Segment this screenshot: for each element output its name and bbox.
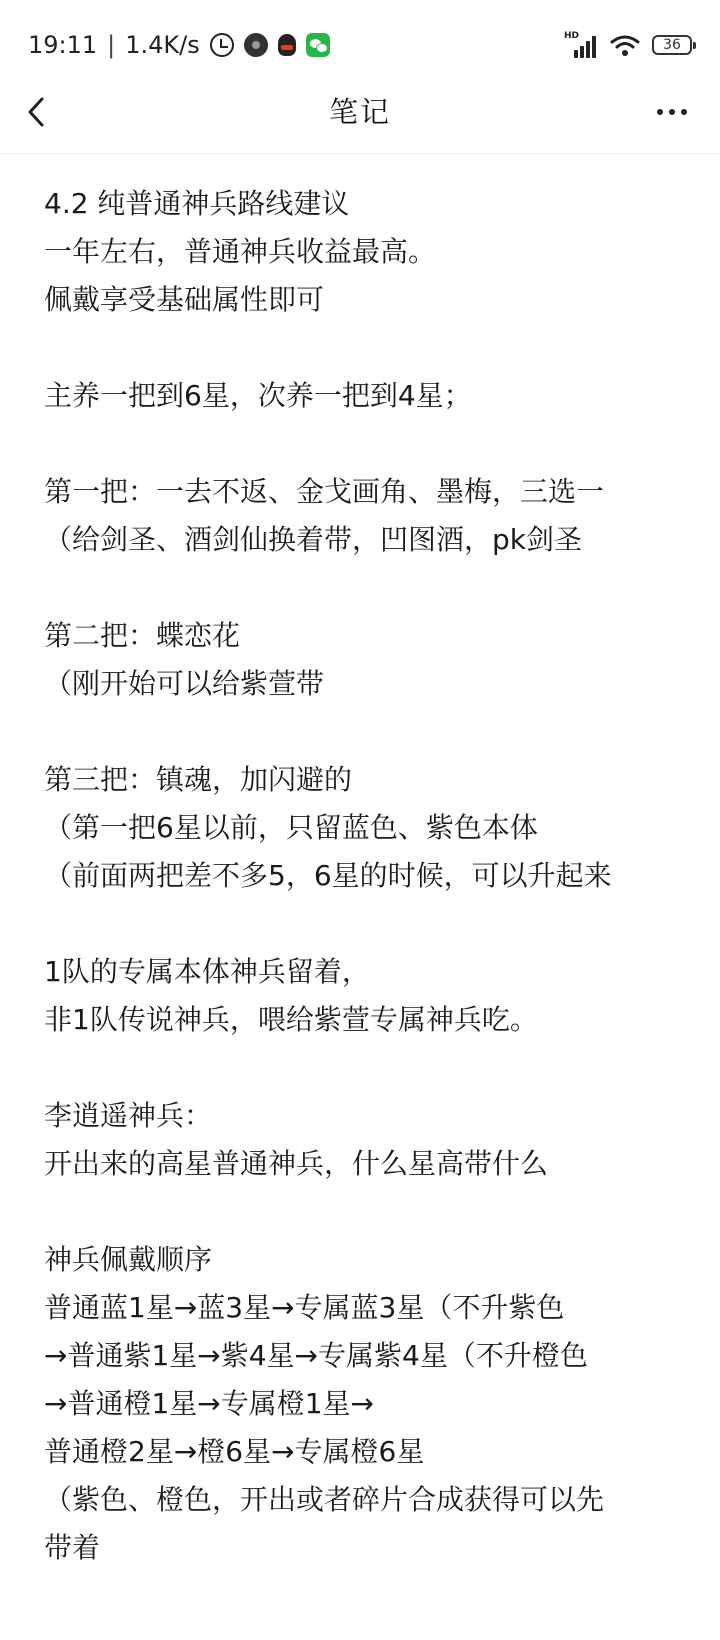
- note-line: （给剑圣、酒剑仙换着带，凹图酒，pk剑圣: [44, 523, 582, 556]
- status-left: [28, 28, 330, 62]
- signal-hd-label: HD: [564, 31, 580, 41]
- battery-icon: [652, 35, 692, 55]
- wifi-icon: [610, 33, 640, 57]
- status-separator: |: [107, 31, 116, 59]
- dot-icon: [244, 33, 268, 57]
- more-horizontal-icon: [657, 109, 663, 115]
- status-right: [564, 28, 692, 62]
- more-button[interactable]: [648, 84, 696, 140]
- note-line: 第二把：蝶恋花: [44, 619, 241, 652]
- nav-bar: [0, 70, 720, 154]
- note-line: 佩戴享受基础属性即可: [44, 283, 325, 316]
- signal-icon: [564, 32, 598, 58]
- note-line: 一年左右，普通神兵收益最高。: [44, 235, 437, 268]
- note-blank-line: [44, 708, 694, 756]
- note-blank-line: [44, 900, 694, 948]
- qq-icon: [278, 34, 296, 56]
- note-line: 第三把：镇魂，加闪避的: [44, 763, 353, 796]
- note-blank-line: [44, 1044, 694, 1092]
- note-line: 开出来的高星普通神兵，什么星高带什么: [44, 1147, 549, 1180]
- note-line: （前面两把差不多5，6星的时候，可以升起来: [44, 859, 612, 892]
- note-body[interactable]: [44, 180, 694, 1572]
- note-line: 4.2 纯普通神兵路线建议: [44, 187, 350, 220]
- battery-level: 36: [663, 37, 681, 53]
- note-line: →普通橙1星→专属橙1星→: [44, 1387, 375, 1420]
- note-blank-line: [44, 420, 694, 468]
- note-line: 普通橙2星→橙6星→专属橙6星: [44, 1435, 425, 1468]
- status-time: 19:11: [28, 31, 98, 59]
- page-title: 笔记: [328, 95, 391, 129]
- note-line: （刚开始可以给紫萱带: [44, 667, 325, 700]
- note-line: 李逍遥神兵：: [44, 1099, 213, 1132]
- note-line: （第一把6星以前，只留蓝色、紫色本体: [44, 811, 538, 844]
- net-speed: 1.4K/s: [125, 31, 200, 59]
- note-line: 非1队传说神兵，喂给紫萱专属神兵吃。: [44, 1003, 538, 1036]
- note-line: →普通紫1星→紫4星→专属紫4星（不升橙色: [44, 1339, 588, 1372]
- note-line: 普通蓝1星→蓝3星→专属蓝3星（不升紫色: [44, 1291, 565, 1324]
- note-line: 主养一把到6星，次养一把到4星；: [44, 379, 472, 412]
- note-line: （紫色、橙色，开出或者碎片合成获得可以先: [44, 1483, 605, 1516]
- note-line: 神兵佩戴顺序: [44, 1243, 213, 1276]
- note-blank-line: [44, 564, 694, 612]
- note-line: 带着: [44, 1531, 101, 1564]
- wechat-icon: [306, 33, 330, 57]
- note-line: 第一把：一去不返、金戈画角、墨梅，三选一: [44, 475, 605, 508]
- alarm-icon: [210, 33, 234, 57]
- note-line: 1队的专属本体神兵留着，: [44, 955, 370, 988]
- note-blank-line: [44, 324, 694, 372]
- note-blank-line: [44, 1188, 694, 1236]
